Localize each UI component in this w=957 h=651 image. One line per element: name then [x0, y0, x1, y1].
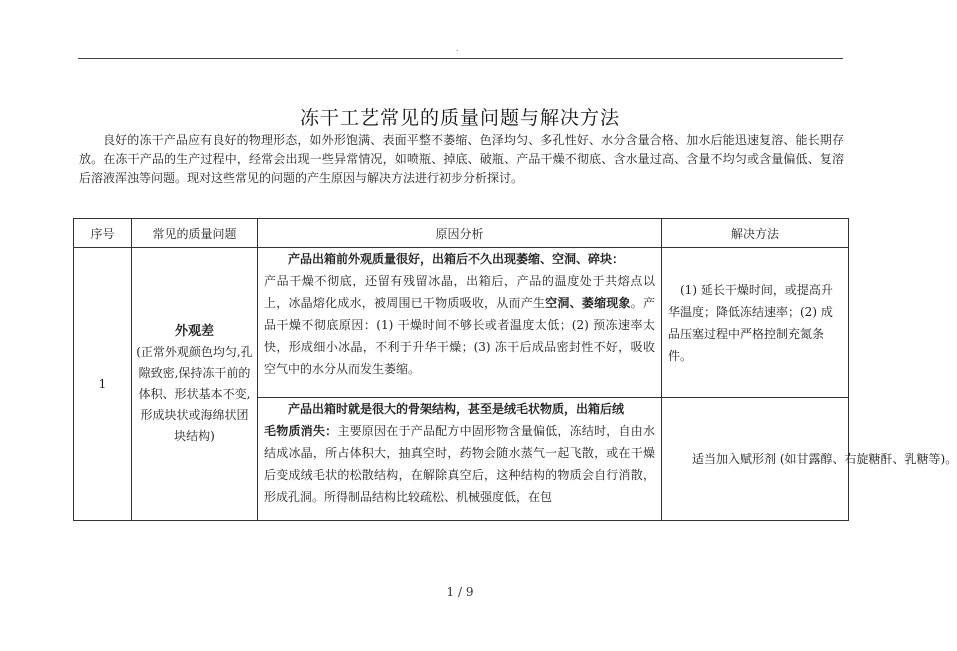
- row-number: 1: [74, 248, 132, 521]
- solution-cell-2: [662, 398, 957, 521]
- problem-cell: [132, 248, 258, 521]
- header-divider: [78, 58, 843, 59]
- header-dot: .: [456, 44, 459, 53]
- document-title: 冻干工艺常见的质量问题与解决方法: [299, 107, 620, 129]
- header-number: 序号: [74, 219, 132, 248]
- problem-title: 外观差: [174, 324, 214, 339]
- problem-note: (正常外观颜色均匀,孔隙致密,保持冻干前的体积、形状基本不变,形成块状或海绵状团块结构): [136, 345, 253, 443]
- cause-cell-1: [258, 248, 662, 398]
- cause1-text-b: 。产品干燥不彻底原因：(1) 干燥时间不够长或者温度太低；(2) 预冻速率太快，形成细小冰晶，不利于升华干燥；(3) 冻干后成品密封性不好，吸收空气中的水分从而发生萎缩。: [264, 296, 655, 376]
- cause1-lead: 产品出箱前外观质量很好，出箱后不久出现萎缩、空洞、碎块：: [288, 252, 625, 266]
- cause2-text: 主要原因在于产品配方中固形物含量偏低，冻结时，自由水结成冰晶，所占体积大，抽真空时，药物会随水蒸气一起飞散，或在干燥后变成绒毛状的松散结构，在解除真空后，这种结构的物质会自行消散，形成孔洞。所得制品结构比较疏松、机械强度低，在包: [264, 424, 655, 504]
- cause2-lead: 产品出箱时就是很大的骨架结构，甚至是绒毛状物质，出箱后绒: [288, 402, 625, 416]
- quality-issues-table: [73, 218, 957, 521]
- cause1-text-a: 产品干燥不彻底，还留有残留冰晶，出箱后，产品的温度处于共熔点以上，冰晶熔化成水，被周围已干物质吸收，从而产生: [264, 274, 655, 310]
- header-cause: 原因分析: [258, 219, 662, 248]
- intro-paragraph: 良好的冻干产品应有良好的物理形态，如外形饱满、表面平整不萎缩、色泽均匀、多孔性好、水分含量合格、加水后能迅速复溶、能长期存放。在冻干产品的生产过程中，经常会出现一些异常情况，如喷瓶、掉底、破瓶、产品干燥不彻底、含水量过高、含量不均匀或含量偏低、复溶后溶液浑浊等问题。现对这些常见的问题的产生原因与解决方法进行初步分析探讨。: [79, 133, 844, 185]
- solution-cell-1: (1) 延长干燥时间，或提高升华温度；降低冻结速率；(2) 成品压塞过程中严格控制充氮条件。: [662, 248, 849, 398]
- table-header-row: [74, 219, 849, 248]
- solution2-text: 适当加入赋形剂 (如甘露醇、右旋糖酐、乳糖等)。: [692, 452, 957, 466]
- cause2-lead-cont: 毛物质消失：: [264, 424, 338, 438]
- cause1-bold: 空洞、萎缩现象: [545, 296, 631, 310]
- table-row: [74, 248, 849, 398]
- page-number: 1 / 9: [446, 585, 474, 599]
- cause-cell-2: [258, 398, 662, 521]
- header-problem: 常见的质量问题: [132, 219, 258, 248]
- header-solution: 解决方法: [662, 219, 849, 248]
